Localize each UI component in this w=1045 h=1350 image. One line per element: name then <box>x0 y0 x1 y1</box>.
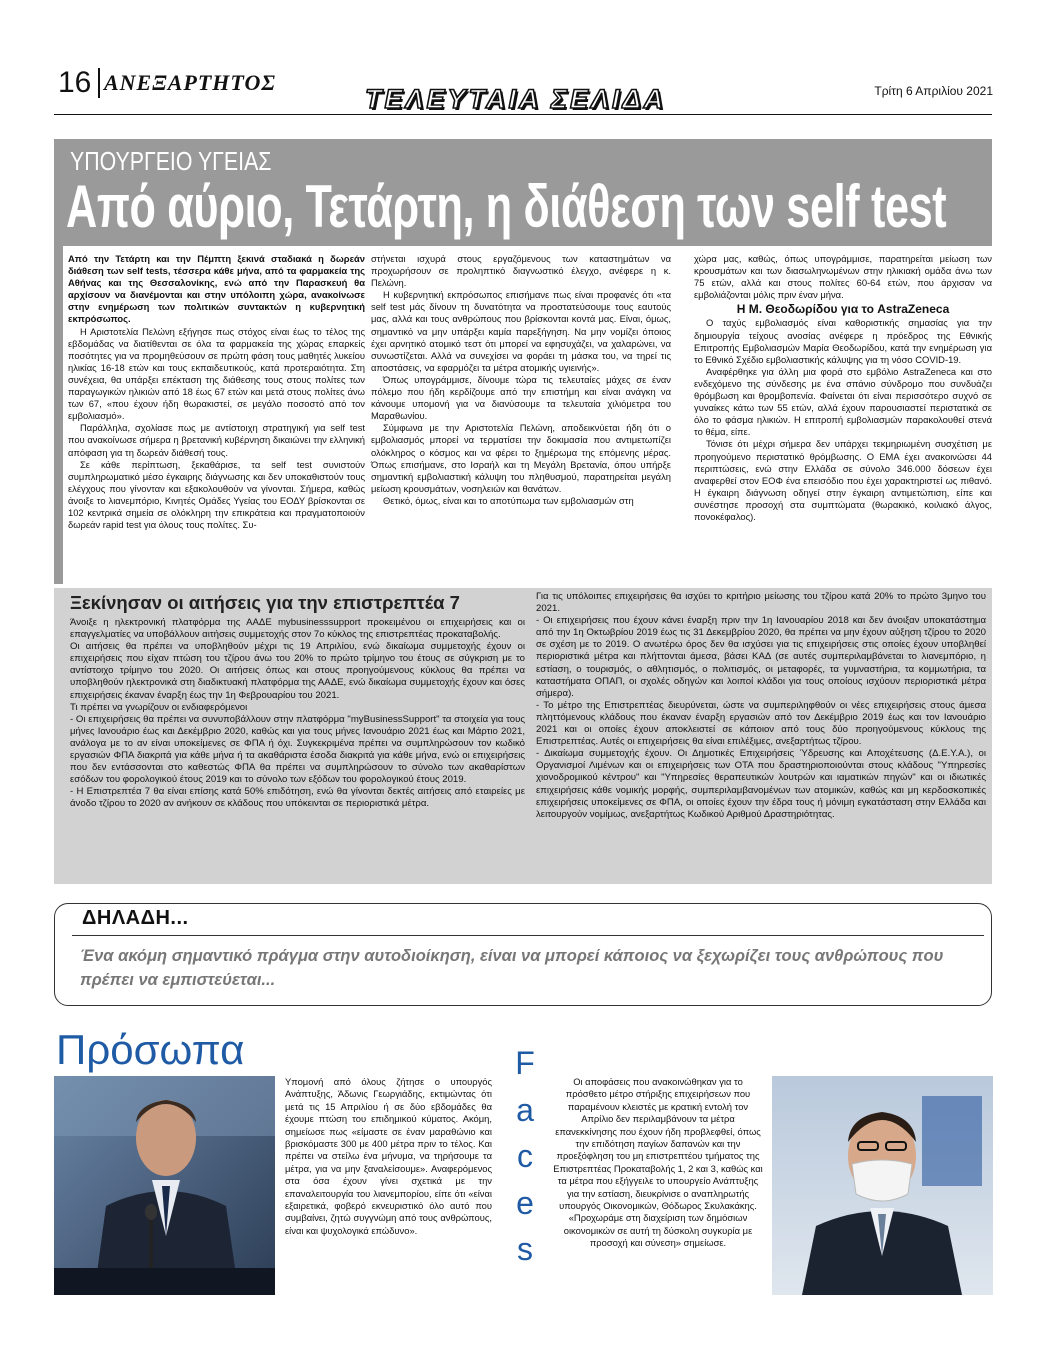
article-column-3 <box>694 253 992 523</box>
faces-letter: e <box>516 1184 534 1221</box>
faces-text-skylakakis: Οι αποφάσεις που ανακοινώθηκαν για το πρόσθετο μέτρο στήριξης επιχειρήσεων που παραμένουν κλειστές με κρατική εντολή τον Απρίλιο δεν περιλαμβάνουν τα μέτρα επανεκκίνησης που έχουν ήδη προβλεφθεί, όπως την επιδότηση παγίων δαπανών και την προεξόφληση του μη επιστρεπτέου τμήματος της Επιστρεπτέας Προκαταβολής 1, 2 και 3, καθώς και τα μέτρα που εξήγγειλε το υπουργείο Ανάπτυξης για την εστίαση, διευκρίνισε ο αναπληρωτής υπουργός Οικονομικών, Θόδωρος Σκυλακάκης. «Προχωράμε στη διαχείριση των δημόσιων οικονομικών σε αυτή τη δύσκολη συγκυρία με προσοχή και σύνεση» σημείωσε. <box>553 1076 763 1249</box>
article-paragraph: Ο ταχύς εμβολιασμός είναι καθοριστικής σημασίας για την δημιουργία τείχους ανοσίας ανέφερε η πρόεδρος της Εθνικής Επιτροπής Εμβολιασμών Μαρία Θεοδωρίδου, κατά την ενημέρωση για το Εθνικό Σχέδιο εμβολιαστικής κάλυψης για τη νόσο COVID-19. <box>694 317 992 365</box>
epistreptea-title: Ξεκίνησαν οι αιτήσεις για την επιστρεπτέα 7 <box>70 592 460 613</box>
faces-letter: c <box>517 1138 533 1174</box>
epistreptea-paragraph: Άνοιξε η ηλεκτρονική πλατφόρμα της ΑΑΔΕ mybusinesssupport προκειμένου οι επιχειρήσεις και οι επαγγελματίες να υποβάλλουν αιτήσεις συμμετοχής στον 7ο κύκλος της επιστρεπτέας προκαταβολής. <box>70 617 525 641</box>
portrait-man-at-podium-image <box>54 1076 275 1295</box>
epistreptea-paragraph: - Το μέτρο της Επιστρεπτέας διευρύνεται, ώστε να συμπεριληφθούν οι νέες επιχειρήσεις στους άμεσα πληττόμενους κλάδους που έκαναν έναρξη εργασιών από τον Δεκέμβριο 2019 έως και τον Ιανουάριο 2021 και οι οποίες έχουν αποκλειστεί σε κάποιον από τους δύο προηγούμενους κύκλους της Επιστρεπτέας. Αυτές οι επιχειρήσεις θα είναι επιλέξιμες, ανεξαρτήτως τζίρου. <box>536 699 986 748</box>
epistreptea-right-column <box>536 591 986 821</box>
faces-section-title: Πρόσωπα <box>56 1026 245 1073</box>
article-paragraph: στήνεται ισχυρά στους εργαζόμενους των καταστημάτων να προχωρήσουν σε προληπτικό διαγνωστικό έλεγχο, ανέφερε η κ. Πελώνη. <box>371 253 671 289</box>
epistreptea-paragraph: - Οι επιχειρήσεις θα πρέπει να συνυποβάλλουν στην πλατφόρμα "myBusinessSupport" τα στοιχεία για τους μήνες Ιανουάριο έως και Δεκέμβριο 2020, καθώς και για τους μήνες Ιανουάριο 2021 έως και Μάρτιο 2021, ανάλογα με το αν είναι υποκείμενες σε ΦΠΑ ή όχι. Συγκεκριμένα πρέπει να συμπληρώσουν τον κωδικό εργασιών ΦΠΑ διακριτά για κάθε μήνα ή τα ακαθάριστα έσοδα διακριτά για κάθε μήνα, ενώ οι επιχειρήσεις που δεν εντάσσονται στο καθεστώς ΦΠΑ θα πρέπει να συμπληρώσουν το σύνολο των ακαθαρίστων εσόδων του φορολογικού έτους 2019 και το σύνολο των εξόδων του φορολογικού έτους 2019. <box>70 713 525 786</box>
article-paragraph: Τόνισε ότι μέχρι σήμερα δεν υπάρχει τεκμηριωμένη συσχέτιση με προηγούμενο περιστατικό θρόμβωσης. Ο ΕΜΑ έχει ανακοινώσει 44 περιπτώσεις, ενώ στην Ελλάδα σε σύνολο 346.000 δόσεων έχει αναφερθεί στον ΕΟΦ ένα επεισόδιο που έχει χαρακτηριστεί ως πιθανό. Η έγκαιρη διάγνωση οδηγεί στην έγκαιρη αντιμετώπιση, είπε και συνέστησε προσοχή στα συμπτώματα (θωρακικό, κοιλιακό άλγος, πονοκέφαλος). <box>694 438 992 522</box>
section-title: ΤΕΛΕΥΤΑΙΑ ΣΕΛΙΔΑ <box>365 84 667 114</box>
dilathi-text: Ένα ακόμη σημαντικό πράγμα στην αυτοδιοίκηση, είναι να μπορεί κάποιος να ξεχωρίζει τους ανθρώπους που πρέπει να εμπιστεύεται... <box>80 947 944 989</box>
article-paragraph: Σε κάθε περίπτωση, ξεκαθάρισε, τα self test συνιστούν συμπληρωματικό μέσο έγκαιρης διάγνωσης και δεν υποκαθιστούν τους ελέγχους που γίνονταν και εξακολουθούν να γίνονται. Σήμερα, καθώς άνοιξε το λιανεμπόριο, Κινητές Ομάδες Υγείας του ΕΟΔΥ βρίσκονται σε 102 κεντρικά σημεία σε ολόκληρη την επικράτεια και πραγματοποιούν δωρεάν rapid test για όλους τους πολίτες. Συ- <box>68 458 365 531</box>
article-subheading: Η Μ. Θεοδωρίδου για το AstraZeneca <box>736 302 950 317</box>
article-paragraph: Όπως υπογράμμισε, δίνουμε τώρα τις τελευταίες μάχες σε έναν πόλεμο που ήδη κερδίζουμε από την επιστήμη και είναι ανάγκη να κάνουμε υπομονή για να διανύσουμε τα τελευταία χιλιόμετρα του Μαραθωνίου. <box>371 373 671 422</box>
photo-skylakakis <box>772 1076 993 1295</box>
epistreptea-paragraph: Για τις υπόλοιπες επιχειρήσεις θα ισχύει το κριτήριο μείωσης του τζίρου κατά 20% το πρώτο 3μηνο του 2021. <box>536 591 986 615</box>
epistreptea-paragraph: - Δικαίωμα συμμετοχής έχουν. Οι Δημοτικές Επιχειρήσεις Ύδρευσης και Αποχέτευσης (Δ.Ε.Υ.Α.), οι Οργανισμοί Λιμένων και οι επιχειρήσεις των ΟΤΑ που δραστηριοποιούνται στους κλάδους "Υπηρεσίες χιονοδρομικού κέντρου" και "Υπηρεσίες θεραπευτικών λουτρών και ιαματικών πηγών" και οι ιδιωτικές επιχειρήσεις κάθε νομικής μορφής, συμπεριλαμβανομένων των ατομικών, καθώς και μη κερδοσκοπικές επιχειρήσεις υποκείμενες σε ΦΠΑ, οι οποίες έχουν την έδρα τους ή μόνιμη εγκατάσταση στην Ελλάδα και λειτουργούν νομίμως, ανεξαρτήτως Κωδικού Αριθμού Δραστηριότητας. <box>536 748 986 820</box>
epistreptea-paragraph: Τι πρέπει να γνωρίζουν οι ενδιαφερόμενοι <box>70 701 248 713</box>
issue-date: Τρίτη 6 Απριλίου 2021 <box>874 84 993 98</box>
masthead-divider <box>98 68 100 98</box>
dilathi-title: ΔΗΛΑΔΗ... <box>82 907 189 929</box>
article-side-bar <box>54 246 63 584</box>
epistreptea-paragraph: Οι αιτήσεις θα πρέπει να υποβληθούν μέχρι τις 19 Απριλίου, ενώ δικαίωμα συμμετοχής έχουν οι επιχειρήσεις που είχαν πτώση του τζίρου άνω του 20% το πρώτο τρίμηνο του έτους σε σύγκριση με το αντίστοιχο τρίμηνο του 2020. Οι αιτήσεις όπως και στους προηγούμενους κύκλους θα πρέπει να υποβληθούν ηλεκτρονικά στη διαδικτυακή πλατφόρμα της ΑΑΔΕ, ενώ δικαίωμα συμμετοχής έχουν και όσες επιχειρήσεις έκαναν έναρξη έως την 1η Φεβρουαρίου του 2021. <box>70 641 525 701</box>
article-paragraph: Η Αριστοτελία Πελώνη εξήγησε πως στόχος είναι έως το τέλος της εβδομάδας να διατίθενται σε όλα τα φαρμακεία της χώρας επαρκείς ποσότητες για να προμηθεύσουν σε πρώτη φάση τους μαθητές λυκείου ηλικίας 16-18 ετών και τους εκπαιδευτικούς, κατά προτεραιότητα. Στη συνέχεια, θα υπάρξει επέκταση της διάθεσης τους στους πολίτες των παραγωγικών ηλικιών από 18 έως 67 ετών και μετά στους πολίτες άνω των 67, «που έχουν ήδη θωρακιστεί, σε μεγάλο ποσοστό από τον εμβολιασμό». <box>68 325 365 422</box>
epistreptea-left-column <box>70 617 525 811</box>
masthead: ΑΝΕΞΑΡΤΗΤΟΣ <box>104 70 276 95</box>
article-lead: Από την Τετάρτη και την Πέμπτη ξεκινά σταδιακά η δωρεάν διάθεση των self tests, τέσσερα κάθε μήνα, από τα φαρμακεία της Αθήνας και της Θεσσαλονίκης, ενώ από την Παρασκευή θα αρχίσουν να διανέμονται και στην υπόλοιπη χώρα, ανακοίνωσε στην ενημέρωση των πολιτικών συντακτών η κυβερνητική εκπρόσωπος. <box>68 253 365 325</box>
article-paragraph: Σύμφωνα με την Αριστοτελία Πελώνη, αποδεικνύεται ήδη ότι ο εμβολιασμός μπορεί να τερματίσει την δοκιμασία που αντιμετωπίζει ολόκληρος ο κόσμος και να φέρει το ξημέρωμα της επόμενης μέρας. Όπως επισήμανε, στο Ισραήλ και τη Μεγάλη Βρετανία, όπου υπήρξε σημαντική εμβολιαστική κάλυψη του πληθυσμού, παρατηρείται μεγάλη μείωση κρουσμάτων, νοσηλειών και θανάτων. <box>371 422 671 494</box>
epistreptea-paragraph: - Η Επιστρεπτέα 7 θα είναι επίσης κατά 50% επιδότηση, ενώ θα γίνονται δεκτές αιτήσεις από εταιρείες με άνοδο τζίρου το 2020 αν ανήκουν σε κλάδους που υπόκεινται σε περιοριστικά μέτρα. <box>70 786 525 810</box>
faces-letter: s <box>517 1231 533 1267</box>
faces-text-georgiadis: Υπομονή από όλους ζήτησε ο υπουργός Ανάπτυξης, Άδωνις Γεωργιάδης, εκτιμώντας ότι μετά τις 15 Απριλίου ή σε δύο εβδομάδες θα έχουμε πτώση του επιδημικού κύματος. Ακόμη, σημείωσε πως «είμαστε σε έναν μαραθώνιο και βρισκόμαστε 300 με 400 μέτρα πριν το τέλος. Και πρέπει να στείλω ένα μήνυμα, να τηρήσουμε τα μέτρα, για να μην ξαναλείσουμε». Αναφερόμενος στα όσα έχουν γίνει σχετικά με την επαναλειτουργία του λιανεμπορίου, είπε ότι «είναι εξαιρετικά, φοβερό εκνευριστικό όλο αυτό που συμβαίνει, ζητώ συγγνώμη από τους ανθρώπους, είναι και ψυχολογικά επώδυνο». <box>285 1076 492 1236</box>
faces-letter: a <box>516 1091 534 1128</box>
epistreptea-paragraph: - Οι επιχειρήσεις που έχουν κάνει έναρξη πριν την 1η Ιανουαρίου 2018 και δεν άνοιξαν υποκατάστημα από την 1η Οκτωβρίου 2019 έως τις 31 Δεκεμβρίου 2020, θα πρέπει να μην έχουν αύξηση τζίρου το 2020 σε σχέση με το 2019. Ο ανωτέρω όρος δεν θα ισχύσει για τις επιχειρήσεις στις οποίες έχουν υποβληθεί περιοριστικά μέτρα και πλήττονται άμεσα, βάσει ΚΑΔ (σε αυτές συμπεριλαμβάνεται το λιανεμπόριο, η εστίαση, ο τουρισμός, ο αθλητισμός, ο πολιτισμός, οι μεταφορές, τα γυμναστήρια, τα κομμωτήρια, τα καταστήματα ΟΠΑΠ, οι σχολές οδηγών και λοιποί κλάδοι για τους οποίους ισχύουν περιοριστικά μέτρα σήμερα). <box>536 615 986 699</box>
article-paragraph: χώρα μας, καθώς, όπως υπογράμμισε, παρατηρείται μείωση των κρουσμάτων και των διασωληνωμένων στην ηλικιακή ομάδα άνω των 75 ετών, αλλά και στους πολίτες 60-64 ετών, που άρχισαν να εμβολιάζονται μόλις πριν έναν μήνα. <box>694 253 992 301</box>
page-number: 16 <box>58 66 92 99</box>
article-column-1 <box>68 253 365 531</box>
dilathi-divider <box>72 935 984 936</box>
article-column-2 <box>371 253 671 507</box>
article-paragraph: Η κυβερνητική εκπρόσωπος επισήμανε πως είναι προφανές ότι «τα self test μάς δίνουν τη δυνατότητα να προστατεύσουμε τους εαυτούς μας, αλλά και τους ανθρώπους που βρίσκονται κοντά μας. Είναι, όμως, σημαντικό να μην υπάρξει καμία παρεξήγηση. Να μην νομίζει όποιος έχει αρνητικό ατομικό τεστ ότι μπορεί να εφησυχάζει, να χαλαρώνει, να συνωστίζεται. Αλλά να συνεχίσει να φοράει τη μάσκα του, να τηρεί τις αποστάσεις, να εφαρμόζει τα μέτρα ατομικής υγιεινής». <box>371 289 671 373</box>
faces-letter: F <box>515 1045 535 1081</box>
article-paragraph: Αναφέρθηκε για άλλη μια φορά στο εμβόλιο AstraZeneca και στο ενδεχόμενο της σύνδεσης με ένα σπάνιο σύνδρομο που συνδυάζει θρόμβωση και θρομβοπενία. Φαίνεται ότι είναι περισσότερο συχνό σε γυναίκες κάτω των 55 ετών, αλλά έχουν παρουσιαστεί περιστατικά σε όλο το φάσμα ηλικιών. Η επιτροπή εμβολιασμών παρακολουθεί στενά το θέμα, είπε. <box>694 365 992 438</box>
faces-vertical-word <box>508 1040 542 1273</box>
article-paragraph: Παράλληλα, σχολίασε πως με αντίστοιχη στρατηγική για self test που ανακοίνωσε σήμερα η βρετανική κυβέρνηση δικαιώνει την ελληνική απόφαση για τη δωρεάν διάθεσή τους. <box>68 422 365 458</box>
article-kicker: ΥΠΟΥΡΓΕΙΟ ΥΓΕΙΑΣ <box>70 146 272 176</box>
article-headline: Από αύριο, Τετάρτη, η διάθεση των self test <box>66 173 947 240</box>
article-paragraph: Θετικό, όμως, είναι και το αποτύπωμα των εμβολιασμών στη <box>383 494 634 506</box>
header-rule <box>54 114 992 115</box>
photo-georgiadis <box>54 1076 275 1295</box>
portrait-man-with-mask-image <box>772 1076 993 1295</box>
